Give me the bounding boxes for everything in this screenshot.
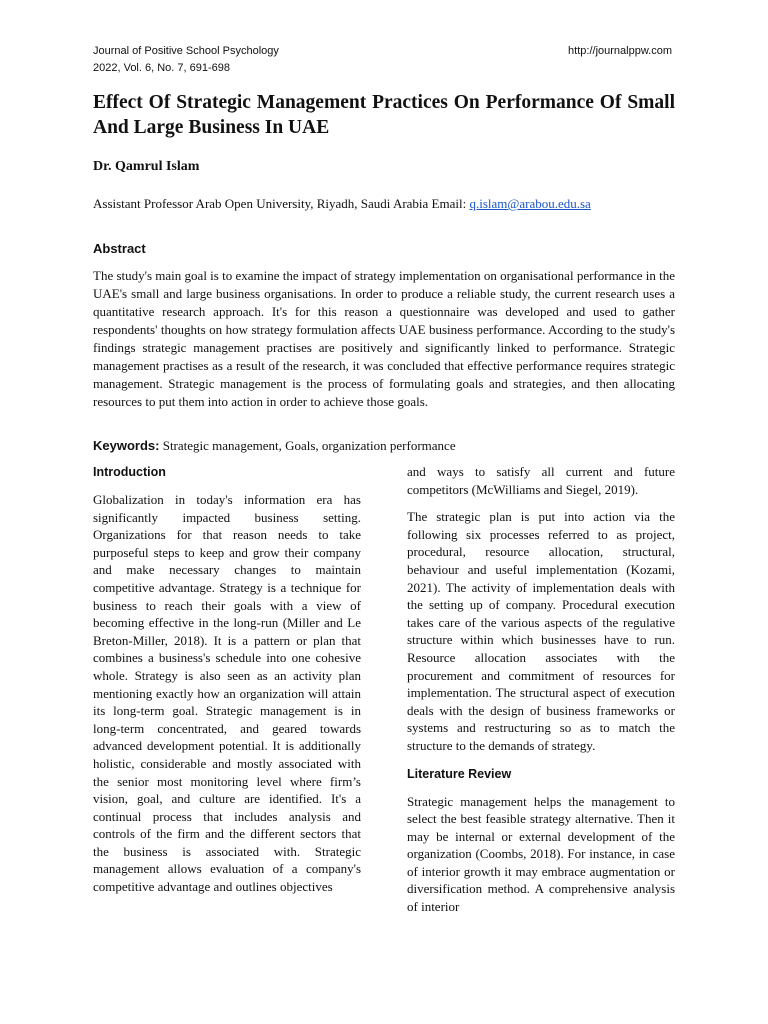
strategy-implementation-paragraph: The strategic plan is put into action via the following six processes referred to as project, procedural, resource allocation, structural, behaviour and useful implementation (Kozami, 2021). The activity of implementation deals with the setting up of company. Procedural execution takes care of the various aspects of the regulative structure within which businesses have to run. Resource allocation associates with the procurement and commitment of resources for implementation. The structural aspect of execution deals with the design of business frameworks or systems and restructuring so as to match the structure to the demands of strategy.: [407, 509, 675, 753]
author-email-link[interactable]: q.islam@arabou.edu.sa: [469, 196, 591, 211]
left-column: [93, 463, 361, 906]
running-header: [93, 43, 279, 77]
keywords-label: Keywords:: [93, 438, 160, 453]
introduction-continuation: and ways to satisfy all current and future competitors (McWilliams and Siegel, 2019).: [407, 464, 675, 497]
journal-name: Journal of Positive School Psychology: [93, 45, 279, 57]
keywords: [93, 437, 675, 455]
affiliation: [93, 195, 693, 213]
abstract-body: The study's main goal is to examine the impact of strategy implementation on organisational performance in the UAE's small and large business organisations. In order to produce a reliable study, the current research uses a quantitative research approach. It's for this reason a questionnaire was developed and used to gather respondents' thoughts on how strategy formulation affects UAE business performance. According to the study's findings strategic management practises are positively and significantly linked to performance. Strategic management practises as a result of the research, it was concluded that effective performance requires strategic management. Strategic management is the process of formulating goals and strategies, and then allocating resources to put them into action in order to achieve those goals.: [93, 268, 675, 409]
keywords-text: Strategic management, Goals, organization performance: [159, 438, 456, 453]
literature-review-body: Strategic management helps the management to select the best feasible strategy alternative. Then it may be internal or external development of the organization (Coombs, 2018). For instance, in case of interior growth it may embrace augmentation or diversification method. A comprehensive analysis of interior: [407, 793, 675, 915]
right-column: [407, 463, 675, 926]
abstract-heading: Abstract: [93, 241, 146, 256]
affiliation-text: Assistant Professor Arab Open University, Riyadh, Saudi Arabia Email:: [93, 196, 470, 211]
paper-title: Effect Of Strategic Management Practices On Performance Of Small And Large Business In UAE: [93, 92, 675, 138]
journal-url: http://journalppw.com: [568, 45, 672, 57]
author-name: Dr. Qamrul Islam: [93, 159, 200, 174]
literature-review-heading: Literature Review: [407, 766, 512, 781]
introduction-heading: Introduction: [93, 465, 166, 479]
journal-volume: 2022, Vol. 6, No. 7, 691-698: [93, 62, 230, 74]
introduction-body: Globalization in today's information era has significantly impacted business setting. Organizations for that reason needs to take purposeful steps to keep and grow their company and make necessary changes to maintain competitive advantage. Strategy is a technique for business to reach their goals with a view of becoming effective in the long-run (Miller and Le Breton-Miller, 2018). It is a pattern or plan that combines a business's schedule into one cohesive whole. Strategy is also seen as an activity plan mentioning exactly how an organization will attain its long-term goal. Strategic management is in long-term concentrated, and geared towards advanced development potential. It is additionally holistic, considerable and mostly associated with the senior most monitoring level where firm’s vision, goal, and culture are identified. It's a continual process that includes analysis and controls of the firm and the different sectors that the business is associated with. Strategic management allows evaluation of a company's competitive advantage and outlines objectives: [93, 492, 361, 895]
